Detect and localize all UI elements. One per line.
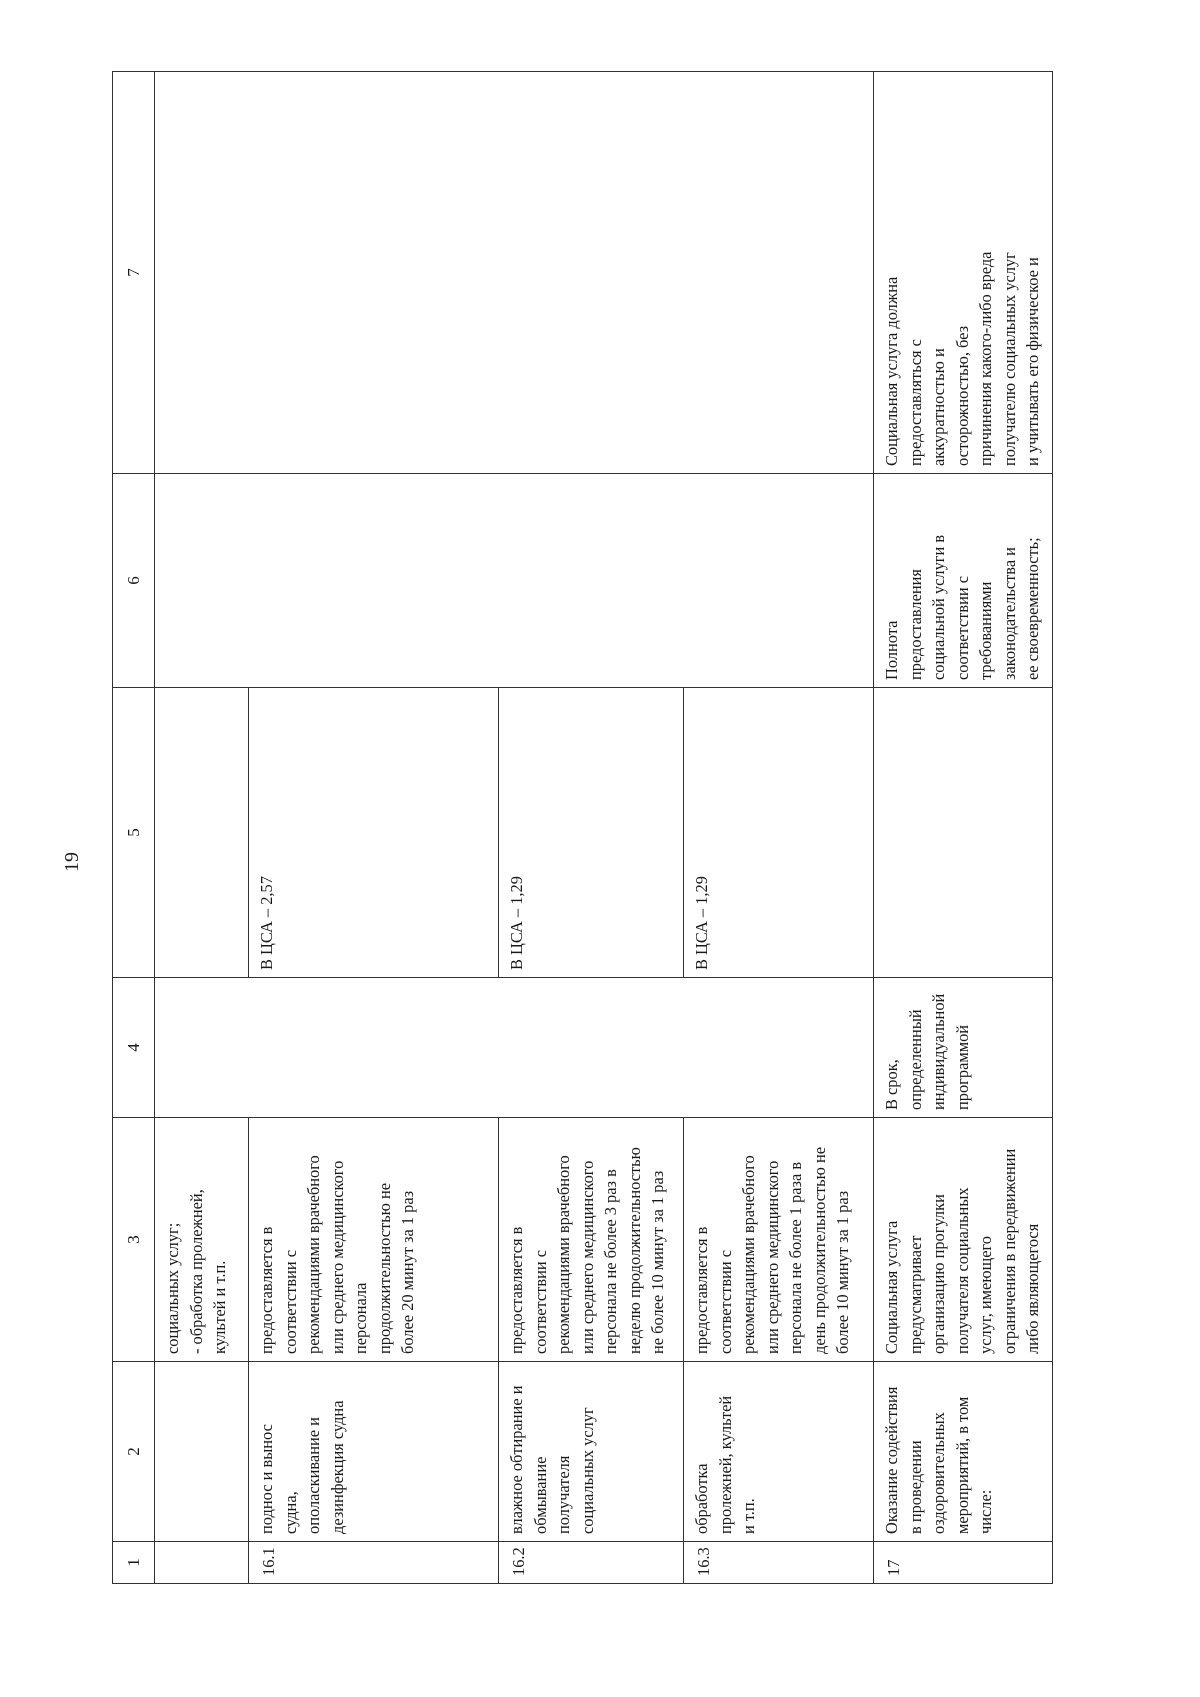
text-line: аккуратностью и: [929, 348, 948, 466]
text-line: день продолжительностью не: [809, 1146, 829, 1354]
text-line: осторожностью, без: [952, 325, 972, 466]
text-line: персонала: [351, 1282, 370, 1354]
cell-service-description: [684, 1118, 874, 1362]
text-line: неделю продолжительностью: [624, 1147, 644, 1354]
cell-service-name: [249, 1362, 499, 1542]
cell-row-number: 16.2: [499, 1542, 684, 1584]
text-line: рекомендациями врачебного: [739, 1155, 758, 1354]
text-line: или среднего медицинского: [762, 1160, 782, 1354]
text-line: обработка: [692, 1463, 711, 1534]
continuation-row: [155, 72, 249, 1584]
cell-tariff: В ЦСА – 1,29: [684, 688, 874, 978]
text-line: социальной услуги в: [929, 534, 948, 680]
col-header-1: 1: [113, 1542, 155, 1584]
text-line: либо являющегося: [1023, 1223, 1042, 1354]
cell-continuation-number: [155, 1542, 249, 1584]
services-table: [112, 71, 1053, 1584]
cell-term: [874, 978, 1053, 1118]
text-line: дезинфекция судна: [327, 1400, 347, 1534]
text-line: получателю социальных услуг: [999, 252, 1019, 466]
text-line: определенный: [905, 1009, 925, 1110]
text-line: персонала не более 3 раз в: [601, 1169, 620, 1354]
text-line: и учитывать его физическое и: [1023, 257, 1042, 466]
col-header-4: 4: [113, 978, 155, 1118]
text-line: рекомендациями врачебного: [554, 1155, 573, 1354]
text-line: соответствии с: [715, 1250, 735, 1354]
text-line: пролежней, культей: [715, 1395, 735, 1534]
text-line: получателя социальных: [952, 1187, 972, 1354]
cell-tariff: [874, 688, 1053, 978]
cell-conditions-merged: [155, 72, 874, 474]
cell-row-number: 17: [874, 1542, 1053, 1584]
header-row: [113, 72, 155, 1584]
text-line: ополаскивание и: [304, 1417, 323, 1534]
cell-continuation-name: [155, 1362, 249, 1542]
text-line: соответствии с: [530, 1250, 550, 1354]
text-line: социальных услуг;: [163, 1222, 182, 1354]
text-line: Социальная услуга должна: [882, 276, 901, 466]
page-number: 19: [61, 852, 83, 872]
cell-service-name: [874, 1362, 1053, 1542]
cell-service-name: [684, 1362, 874, 1542]
text-line: предусматривает: [905, 1235, 925, 1354]
cell-continuation-description: [155, 1118, 249, 1362]
text-line: соответствии с: [280, 1250, 300, 1354]
text-line: поднос и вынос: [257, 1424, 276, 1534]
text-line: предоставляется в: [507, 1226, 526, 1354]
text-line: культей и т.п.: [210, 1260, 229, 1354]
text-line: предоставляться с: [905, 339, 925, 466]
table-row-17: [874, 72, 1053, 1584]
text-line: - обработка пролежней,: [186, 1189, 206, 1354]
col-header-7: 7: [113, 72, 155, 474]
cell-row-number: 16.3: [684, 1542, 874, 1584]
text-line: рекомендациями врачебного: [304, 1155, 323, 1354]
cell-service-name: [499, 1362, 684, 1542]
cell-service-description: [874, 1118, 1053, 1362]
text-line: Социальная услуга: [882, 1220, 901, 1354]
col-header-3: 3: [113, 1118, 155, 1362]
cell-conditions: [874, 72, 1053, 474]
text-line: продолжительностью не: [374, 1182, 394, 1354]
text-line: предоставления: [905, 569, 925, 680]
text-line: мероприятий, в том: [952, 1396, 972, 1534]
text-line: ее своевременность;: [1023, 537, 1042, 680]
text-line: предоставляется в: [257, 1226, 276, 1354]
text-line: Полнота: [882, 620, 901, 680]
text-line: социальных услуг: [577, 1407, 597, 1534]
text-line: программой: [952, 1024, 972, 1110]
col-header-6: 6: [113, 474, 155, 688]
rotated-table-wrapper: [112, 72, 1052, 1584]
text-line: не более 10 минут за 1 раз: [648, 1170, 667, 1354]
text-line: услуг, имеющего: [976, 1236, 995, 1354]
col-header-2: 2: [113, 1362, 155, 1542]
text-line: получателя: [554, 1455, 573, 1534]
text-line: В срок,: [882, 1059, 901, 1110]
cell-quality-indicators: [874, 474, 1053, 688]
cell-continuation-tariff: [155, 688, 249, 978]
cell-tariff: В ЦСА – 2,57: [249, 688, 499, 978]
text-line: Оказание содействия: [882, 1386, 901, 1534]
text-line: судна,: [280, 1491, 300, 1534]
text-line: оздоровительных: [929, 1412, 948, 1534]
text-line: в проведении: [905, 1440, 925, 1534]
text-line: и т.п.: [739, 1498, 758, 1534]
text-line: индивидуальной: [929, 993, 948, 1110]
text-line: или среднего медицинского: [577, 1160, 597, 1354]
cell-service-description: [249, 1118, 499, 1362]
cell-row-number: 16.1: [249, 1542, 499, 1584]
text-line: более 10 минут за 1 раз: [833, 1190, 852, 1354]
text-line: соответствии с: [952, 576, 972, 680]
text-line: обмывание: [530, 1456, 550, 1534]
col-header-5: 5: [113, 688, 155, 978]
cell-tariff: В ЦСА – 1,29: [499, 688, 684, 978]
text-line: предоставляется в: [692, 1226, 711, 1354]
text-line: влажное обтирание и: [507, 1385, 526, 1534]
text-line: организацию прогулки: [929, 1194, 948, 1354]
cell-service-description: [499, 1118, 684, 1362]
text-line: более 20 минут за 1 раз: [398, 1190, 417, 1354]
text-line: ограничения в передвижении: [999, 1148, 1019, 1354]
text-line: персонала не более 1 раза в: [786, 1161, 805, 1354]
text-line: или среднего медицинского: [327, 1160, 347, 1354]
text-line: требованиями: [976, 581, 995, 680]
cell-quality-merged: [155, 474, 874, 688]
text-line: законодательства и: [999, 547, 1019, 680]
text-line: числе:: [976, 1489, 995, 1534]
cell-term-merged: [155, 978, 874, 1118]
text-line: причинения какого-либо вреда: [976, 251, 995, 466]
